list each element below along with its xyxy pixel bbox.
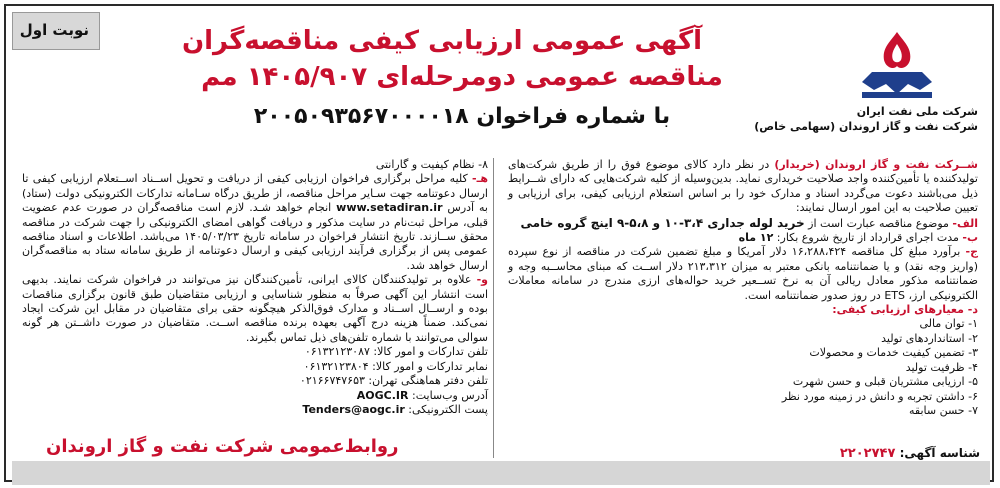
ad-id bbox=[840, 446, 980, 461]
right-column bbox=[508, 158, 978, 418]
footer-band bbox=[12, 461, 990, 485]
advertisement-frame bbox=[4, 4, 994, 482]
item-alef-subject: خرید لوله جداری ۳،۴-۱۰ و ۵،۸-۹ اینچ گروه خامی bbox=[520, 215, 805, 230]
turn-badge bbox=[12, 12, 100, 50]
email-line bbox=[22, 403, 488, 417]
left-column bbox=[22, 158, 488, 417]
criteria-item: ۷- حسن سابقه bbox=[909, 403, 978, 417]
tender-title: مناقصه عمومی دومرحله‌ای ۱۴۰۵/۹۰۷ مم bbox=[201, 62, 723, 92]
item-he bbox=[22, 172, 488, 273]
website-link[interactable]: AOGC.IR bbox=[356, 388, 409, 402]
contact-procurement-fax: نمابر تدارکات و امور کالا: ۰۶۱۳۲۱۲۳۸۰۴ bbox=[303, 359, 488, 373]
criteria-item: ۶- داشتن تجربه و دانش در زمینه مورد نظر bbox=[781, 389, 978, 403]
item-be bbox=[508, 231, 978, 245]
criteria-item: ۴- ظرفیت تولید bbox=[905, 360, 978, 374]
contact-tehran-phone: تلفن دفتر هماهنگی تهران: ۰۲۱۶۶۷۴۷۶۵۳ bbox=[299, 374, 488, 388]
intro-paragraph bbox=[508, 158, 978, 216]
criteria-item: ۲- استانداردهای تولید bbox=[881, 331, 978, 345]
item-alef-label: الف- bbox=[952, 216, 978, 230]
item-vav bbox=[22, 273, 488, 345]
nioc-logo-icon bbox=[832, 28, 962, 104]
setad-link[interactable]: www.setadiran.ir bbox=[336, 201, 443, 215]
criteria-item: ۱- توان مالی bbox=[919, 317, 978, 331]
main-title: آگهی عمومی ارزیابی کیفی مناقصه‌گران bbox=[181, 26, 703, 56]
item-be-text: مدت اجرای قرارداد از تاریخ شروع بکار: bbox=[773, 231, 963, 245]
item-alef bbox=[508, 216, 978, 231]
company-name-line1: شرکت ملی نفت ایران bbox=[856, 105, 978, 118]
email-label: پست الکترونیکی: bbox=[404, 402, 488, 416]
item-he-text-2: انجام خواهد شـد. لازم است مناقصه‌گران در صورت عدم عضویت قبلی، مراحل ثبت‌نام در سایت مذکور و دریافت گواهی امضای الکترونیکی را جهت شرکت در مناقصه محقق ســازند. تاریخ انتشار فراخوان در سامانه تاریخ ۱۴۰۵/۰۳/۲۳ می‌باشد. اطلاعات و اسناد مناقصه عمومی پس از برگزاری فرآیند ارزیابی کیفی و ارسال دعوتنامه از طریق سامانه ستاد به مناقصه‌گران ارسال خواهد شد. bbox=[22, 201, 488, 272]
turn-badge-label: نوبت اول bbox=[19, 21, 89, 39]
item-dal-label: د- معیارهای ارزیابی کیفی: bbox=[832, 303, 978, 317]
intro-text: در نظر دارد کالای موضوع فوق را از طریق شرکت‌های تولیدکننده یا تأمین‌کننده واجد صلاحیت خریداری نماید. بدین‌وسیله از کلیه شرکت‌هایی که دارای شــرایط ذیل می‌باشند دعوت می‌گردد اسناد و مدارک خود را بر اساس استعلام ارزیابی کیفی، برای ارزیابی و تعیین صلاحیت به این امور ارسال نمایند: bbox=[508, 158, 978, 215]
item-vav-label: و- bbox=[476, 273, 488, 287]
item-be-label: ب- bbox=[962, 231, 978, 245]
email-link[interactable]: Tenders@aogc.ir bbox=[302, 402, 405, 416]
item-vav-text: علاوه بر تولیدکنندگان کالای ایرانی، تأمین‌کنندگان نیز می‌توانند در فراخوان شرکت نمایند. بدیهی است انتشار این آگهی صرفاً به منظور شناسایی و ارزیابی متقاضیان طبق قانون برگزاری مناقصات بوده و ارســال اســناد و مدارک فوق‌الذکر هیچگونه حقی برای متقاضیان در مقابل این شرکت ایجاد نمی‌کند. ضمناً هزینه درج آگهی بعهده برنده مناقصه اســت. متقاضیان در صورت داشــتن هر گونه سوالی می‌توانند با شماره تلفن‌های ذیل تماس بگیرند. bbox=[22, 273, 488, 344]
company-name-line2: شرکت نفت و گاز اروندان (سهامی خاص) bbox=[754, 120, 978, 133]
criteria-list bbox=[508, 317, 978, 418]
ad-id-value: ۲۲۰۲۷۴۷ bbox=[839, 446, 896, 461]
contact-procurement-phone: تلفن تدارکات و امور کالا: ۰۶۱۳۲۱۲۳۰۸۷ bbox=[304, 345, 488, 359]
item-dal bbox=[508, 303, 978, 317]
item-he-text-1: کلیه مراحل برگزاری فراخوان ارزیابی کیفی از دریافت و تحویل اســناد اســتعلام ارزیابی کیفی تا ارسال دعوتنامه جهت سـایر مراحل مناقصه، از طریق درگاه سـامانه تدارکات الکترونیکی دولت (ستاد) به آدرس bbox=[22, 172, 488, 215]
item-be-duration: ۱۲ ماه bbox=[738, 231, 774, 245]
item-he-label: هـ- bbox=[472, 172, 488, 186]
website-label: آدرس وب‌سایت: bbox=[408, 388, 488, 402]
intro-lead: شــرکت نفت و گاز اروندان (خریدار) bbox=[774, 158, 978, 171]
call-number: با شماره فراخوان ۲۰۰۵۰۹۳۵۶۷۰۰۰۰۱۸ bbox=[253, 104, 671, 129]
item-8: ۸- نظام کیفیت و گارانتی bbox=[375, 158, 488, 171]
item-alef-text: موضوع مناقصه عبارت است از bbox=[804, 216, 953, 230]
criteria-item: ۳- تضمین کیفیت خدمات و محصولات bbox=[809, 346, 978, 360]
column-divider bbox=[493, 158, 494, 458]
company-block bbox=[748, 104, 978, 134]
criteria-item: ۵- ارزیابی مشتریان قبلی و حسن شهرت bbox=[792, 375, 978, 389]
ad-id-label: شناسه آگهی: bbox=[895, 446, 980, 460]
website-line bbox=[22, 389, 488, 403]
item-jim bbox=[508, 245, 978, 303]
item-jim-text: برآورد مبلغ کل مناقصه ۱۶،۲۸۸،۴۲۴ دلار آمریکا و مبلغ تضمین شرکت در مناقصه از نوع سپرده (واریز وجه نقد) و یا ضمانتنامه بانکی معتبر به میزان ۲۱۳،۳۱۲ دلار اســت که مبنای محاســبه وجه و ضمانتنامه مذکور معادل ریالی آن به نرخ تســعیر خرید حواله‌های ارزی مندرج در سامانه معاملات الکترونیکی ارز، ETS در روز صدور ضمانتنامه است. bbox=[508, 245, 979, 302]
public-relations-signature: روابط‌عمومی شرکت نفت و گاز اروندان bbox=[46, 436, 399, 457]
item-jim-label: ج- bbox=[965, 245, 979, 259]
